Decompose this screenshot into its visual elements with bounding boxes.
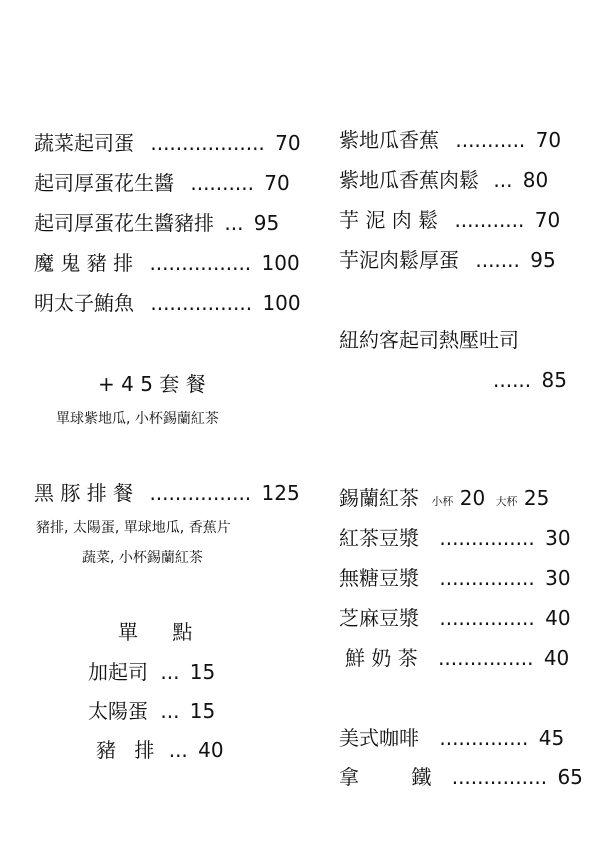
item-price: 70: [534, 208, 561, 232]
small-cup-price: 20: [459, 486, 486, 510]
item-price: 85: [541, 368, 567, 392]
item-name: 無糖豆漿: [339, 566, 419, 590]
item-name: 明太子鮪魚: [34, 291, 134, 315]
item-dots: ...............: [439, 606, 535, 630]
item-price: 125: [261, 481, 300, 505]
item-dots: ................: [149, 481, 252, 505]
item-name: 錫蘭紅茶: [339, 486, 419, 510]
menu-item: [339, 608, 571, 628]
menu-item: [339, 568, 571, 588]
item-name: 紅茶豆漿: [339, 526, 419, 550]
item-price: 70: [275, 131, 301, 155]
tea-item: [339, 488, 549, 508]
item-price: 100: [262, 291, 301, 315]
menu-item: [339, 728, 564, 748]
item-name: 拿 鐵: [339, 765, 432, 789]
item-name: 豬 排: [96, 738, 161, 762]
item-name: 美式咖啡: [339, 726, 419, 750]
item-dots: ................: [149, 251, 252, 275]
section-title: 單 點: [118, 620, 207, 644]
item-price: 70: [264, 171, 290, 195]
item-name: 芝麻豆漿: [339, 606, 419, 630]
item-dots: ..........: [190, 171, 254, 195]
menu-item: [339, 528, 571, 548]
item-dots: ...: [224, 211, 244, 235]
large-cup-price: 25: [523, 486, 550, 510]
menu-item: [34, 483, 300, 503]
item-name: 紫地瓜香蕉肉鬆: [339, 168, 479, 192]
item-name: 紫地瓜香蕉: [339, 128, 439, 152]
menu-item: [34, 133, 301, 153]
item-dots: ...........: [455, 128, 526, 152]
menu-item: [345, 648, 569, 668]
menu-item: [34, 293, 301, 313]
menu-item: [34, 173, 290, 193]
item-price: 80: [522, 168, 549, 192]
item-dots: ...: [160, 660, 180, 684]
item-dots: .......: [475, 248, 520, 272]
menu-item: [339, 767, 583, 787]
item-price: 95: [530, 248, 556, 272]
item-dots: ......: [493, 368, 532, 392]
item-dots: ..................: [150, 131, 265, 155]
item-name: 太陽蛋: [88, 699, 148, 723]
large-cup-label: 大杯: [495, 495, 518, 508]
item-name: 加起司: [88, 660, 148, 684]
menu-item: [34, 253, 300, 273]
toast-name: 紐約客起司熱壓吐司: [339, 328, 519, 352]
item-dots: ...: [168, 738, 188, 762]
combo-description: 單球紫地瓜, 小杯錫蘭紅茶: [56, 411, 219, 427]
item-price: 70: [535, 128, 562, 152]
item-dots: ................: [150, 291, 253, 315]
item-price: 30: [545, 526, 571, 550]
combo-title: + 4 5 套 餐: [98, 372, 206, 396]
item-name: 蔬菜起司蛋: [34, 131, 134, 155]
set-description: 蔬菜, 小杯錫蘭紅茶: [82, 550, 203, 566]
item-dots: ...............: [438, 646, 534, 670]
menu-item: [88, 662, 215, 682]
item-dots: ..............: [439, 726, 529, 750]
item-price: 65: [557, 765, 583, 789]
item-name: 魔 鬼 豬 排: [34, 251, 134, 275]
item-dots: ...: [493, 168, 513, 192]
small-cup-label: 小杯: [431, 495, 454, 508]
item-dots: ...............: [451, 765, 548, 789]
menu-item: [34, 213, 279, 233]
item-price: 15: [189, 699, 216, 723]
item-name: 鮮 奶 茶: [345, 646, 418, 670]
item-price: 95: [253, 211, 280, 235]
item-dots: ...............: [439, 526, 535, 550]
item-name: 芋泥肉鬆厚蛋: [339, 248, 459, 272]
item-price: 40: [543, 646, 570, 670]
item-price: 30: [545, 566, 571, 590]
item-dots: ...............: [439, 566, 535, 590]
set-description: 豬排, 太陽蛋, 單球地瓜, 香蕉片: [36, 520, 231, 536]
menu-item: [96, 740, 224, 760]
item-dots: ...........: [454, 208, 525, 232]
menu-item: [339, 250, 556, 270]
menu-item: [339, 210, 560, 230]
item-name: 芋 泥 肉 鬆: [339, 208, 439, 232]
menu-item: [339, 170, 548, 190]
item-dots: ...: [160, 699, 180, 723]
item-price: 40: [198, 738, 224, 762]
item-price: 45: [538, 726, 565, 750]
item-name: 起司厚蛋花生醬: [34, 171, 174, 195]
item-price: 15: [189, 660, 216, 684]
item-name: 黑 豚 排 餐: [34, 481, 134, 505]
item-price: 100: [261, 251, 300, 275]
toast-price-line: [493, 370, 567, 390]
item-name: 起司厚蛋花生醬豬排: [34, 211, 214, 235]
menu-item: [88, 701, 215, 721]
item-price: 40: [545, 606, 571, 630]
menu-item: [339, 130, 561, 150]
